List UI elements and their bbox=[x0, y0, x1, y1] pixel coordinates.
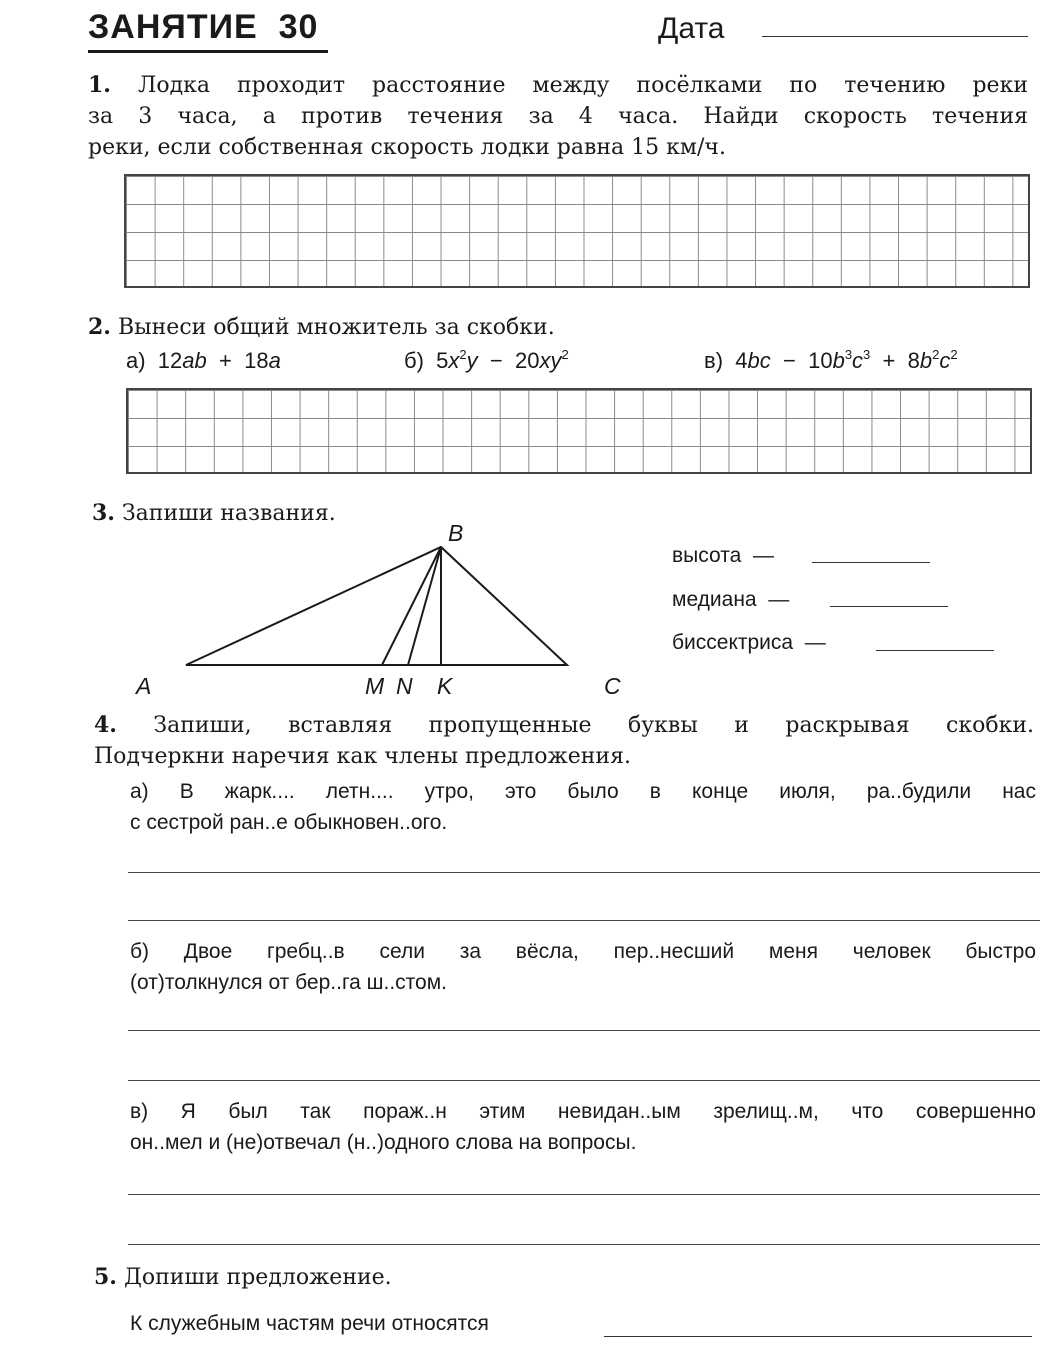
segment-bn bbox=[408, 547, 441, 665]
point-m-label: M bbox=[365, 673, 385, 699]
task4-sentence-b: б) Двое гребц..в сели за вёсла, пер..несший меня человек быстро (от)толкнулся от бер..га ш..стом. bbox=[130, 940, 1036, 994]
task4-c-answer-line-1[interactable] bbox=[128, 1194, 1040, 1195]
field-median-label: медиана — bbox=[672, 588, 790, 611]
task4-b-answer-line-2[interactable] bbox=[128, 1080, 1040, 1081]
task1-answer-grid[interactable] bbox=[124, 174, 1030, 288]
task2-answer-grid[interactable] bbox=[126, 388, 1032, 474]
point-b-label: B bbox=[448, 520, 464, 546]
task1-line1: 1. Лодка проходит расстояние между посёлками по течению реки bbox=[88, 72, 1028, 98]
triangle-abc bbox=[186, 547, 567, 665]
task2-expr-c: в) $4bc - 10b^3c^3 + 8b^2c^2$ bbox=[704, 347, 958, 373]
task4-sentence-a: а) В жарк.... летн.... утро, это было в конце июля, ра..будили нас с сестрой ран..е обыкновен..ого. bbox=[130, 780, 1036, 834]
point-n-label: N bbox=[396, 673, 413, 699]
task5-sentence: К служебным частям речи относятся bbox=[130, 1312, 489, 1335]
task2-text: 2. Вынеси общий множитель за скобки. bbox=[88, 314, 555, 340]
task1-text bbox=[88, 70, 1028, 163]
task3-text: 3. Запиши названия. bbox=[92, 500, 336, 526]
task4-a-answer-line-1[interactable] bbox=[128, 872, 1040, 873]
date-label: Дата bbox=[658, 12, 725, 45]
point-k-label: K bbox=[437, 673, 453, 699]
task4-sentence-c: в) Я был так пораж..н этим невидан..ым зрелищ..м, что совершенно он..мел и (не)отвечал (н..)одного слова на вопросы. bbox=[130, 1100, 1036, 1154]
triangle-diagram bbox=[130, 520, 640, 700]
point-c-label: C bbox=[604, 673, 621, 699]
task4-a-answer-line-2[interactable] bbox=[128, 920, 1040, 921]
field-height-line[interactable] bbox=[812, 562, 930, 563]
field-bisector-label: биссектриса — bbox=[672, 631, 826, 654]
task5-answer-line[interactable] bbox=[604, 1336, 1032, 1337]
field-median-line[interactable] bbox=[830, 606, 948, 607]
task5-text: 5. Допиши предложение. bbox=[94, 1264, 392, 1290]
task4-text: 4. Запиши, вставляя пропущенные буквы и раскрывая скобки. Подчеркни наречия как члены предложения. bbox=[94, 712, 1034, 769]
title-underline bbox=[88, 50, 328, 53]
lesson-title: ЗАНЯТИЕ 30 bbox=[88, 8, 319, 46]
task2-expr-b: б) $5x^2y - 20xy^2$ bbox=[404, 347, 569, 373]
task2-expr-a: а) 12ab + 18a bbox=[126, 348, 281, 373]
point-a-label: A bbox=[136, 673, 152, 699]
task4-b-answer-line-1[interactable] bbox=[128, 1030, 1040, 1031]
date-input-line[interactable] bbox=[762, 36, 1028, 37]
field-bisector-line[interactable] bbox=[876, 650, 994, 651]
task1-line3: реки, если собственная скорость лодки равна 15 км/ч. bbox=[88, 135, 726, 160]
segment-bm bbox=[382, 547, 441, 665]
task1-line2: за 3 часа, а против течения за 4 часа. Найди скорость течения bbox=[88, 104, 1028, 129]
task4-c-answer-line-2[interactable] bbox=[128, 1244, 1040, 1245]
field-height-label: высота — bbox=[672, 544, 774, 567]
